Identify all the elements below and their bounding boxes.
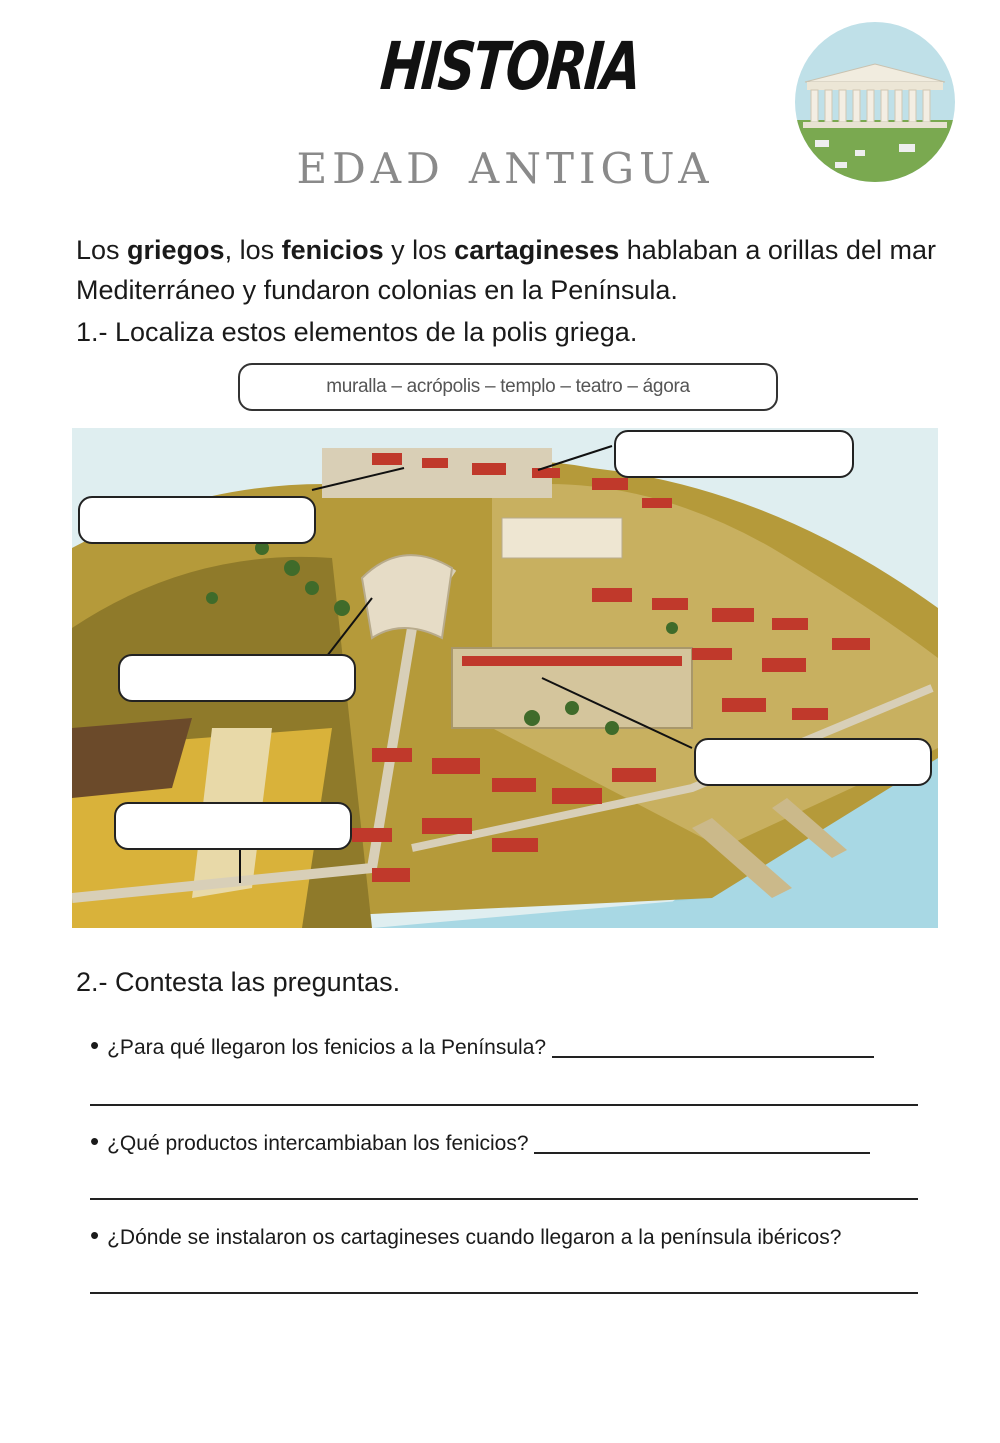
exercise1-heading: 1.- Localiza estos elementos de la polis griega. [76, 317, 638, 347]
word-bank: muralla – acrópolis – templo – teatro – ágora [238, 363, 778, 411]
polis-illustration [72, 428, 938, 928]
label-box-templo[interactable] [614, 430, 854, 478]
answer-line-3[interactable] [90, 1292, 918, 1294]
label-box-muralla[interactable] [114, 802, 352, 850]
intro-paragraph: Los griegos, los fenicios y los cartagineses hablaban a orillas del mar Mediterráneo y fundaron colonias en la Península. [76, 235, 936, 305]
keyword-fenicios: fenicios [281, 235, 384, 265]
answer-line-1[interactable] [90, 1104, 918, 1106]
question-2: • ¿Qué productos intercambiaban los fenicios? [90, 1126, 870, 1159]
label-box-acropolis[interactable] [78, 496, 316, 544]
answer-blank-1[interactable] [552, 1056, 874, 1058]
keyword-griegos: griegos [127, 235, 225, 265]
worksheet-title: HISTORIA [377, 28, 643, 105]
worksheet-subtitle: edad antigua [296, 128, 714, 198]
temple-icon [795, 22, 955, 182]
answer-line-2[interactable] [90, 1198, 918, 1200]
question-3: • ¿Dónde se instalaron os cartagineses cuando llegaron a la península ibéricos? [90, 1220, 842, 1250]
exercise2-heading: 2.- Contesta las preguntas. [76, 967, 401, 997]
answer-blank-2[interactable] [534, 1152, 870, 1154]
question-1: • ¿Para qué llegaron los fenicios a la Península? [90, 1030, 874, 1063]
label-box-agora[interactable] [694, 738, 932, 786]
keyword-cartagineses: cartagineses [454, 235, 620, 265]
label-box-teatro[interactable] [118, 654, 356, 702]
